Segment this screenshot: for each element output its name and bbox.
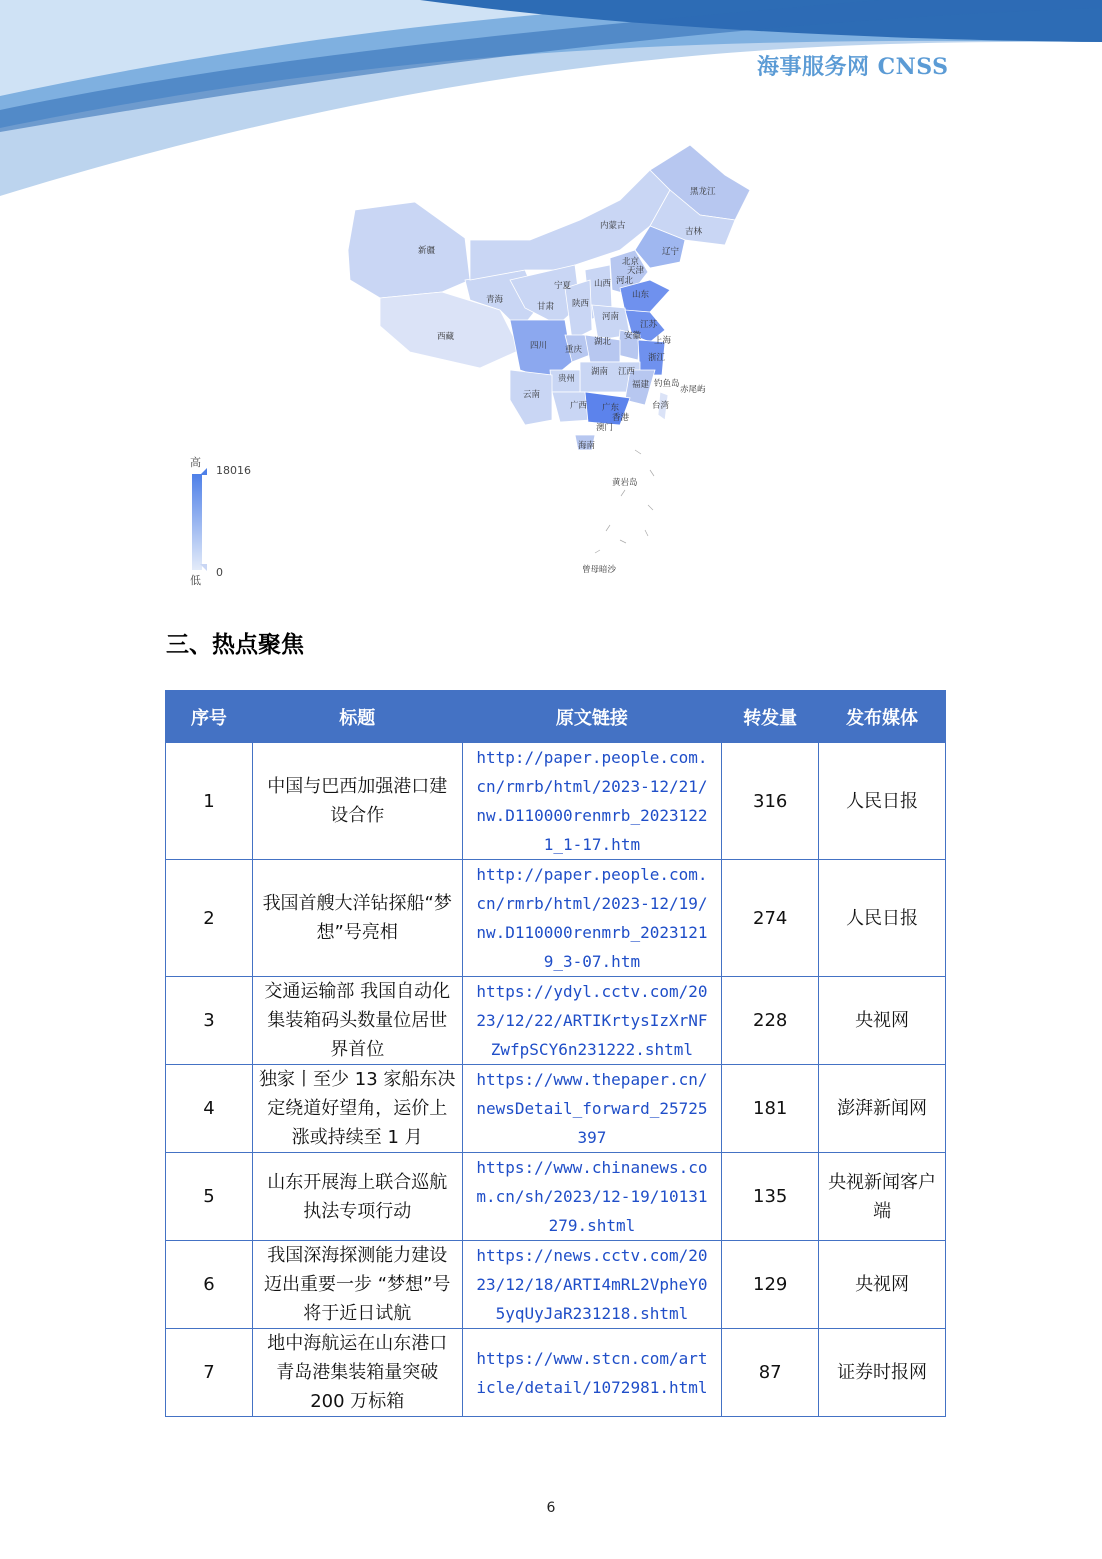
map-label-shandong: 山东 [632,290,650,300]
map-label-huangyandao: 黄岩岛 [612,478,638,488]
map-label-tianjin: 天津 [627,266,645,276]
map-legend [186,452,266,592]
cell-no: 7 [166,1329,253,1417]
cell-title: 我国深海探测能力建设迈出重要一步 “梦想”号将于近日试航 [252,1241,462,1329]
cell-no: 5 [166,1153,253,1241]
page-number: 6 [546,1500,556,1516]
map-label-anhui: 安徽 [624,331,642,341]
legend-low-label: 低 [190,574,201,587]
cell-count: 87 [722,1329,819,1417]
table-row [166,1329,946,1417]
cell-link[interactable]: https://www.thepaper.cn/newsDetail_forward_25725397 [462,1065,722,1153]
map-label-hubei: 湖北 [594,337,612,347]
table-row [166,1153,946,1241]
cell-media: 央视网 [819,977,946,1065]
header-no: 序号 [166,691,253,743]
header-title: 标题 [252,691,462,743]
cell-link[interactable]: https://www.chinanews.com.cn/sh/2023/12-19/10131279.shtml [462,1153,722,1241]
map-label-xinjiang: 新疆 [418,246,436,256]
region-xinjiang [348,202,470,298]
map-label-shaanxi: 陕西 [572,299,590,309]
cell-no: 2 [166,860,253,977]
china-heat-map [180,130,800,600]
cell-no: 6 [166,1241,253,1329]
map-label-chiweiyu: 赤尾屿 [680,385,706,395]
table-row [166,860,946,977]
legend-high-label: 高 [190,456,201,469]
section-title: 三、热点聚焦 [166,632,304,658]
map-label-guizhou: 贵州 [558,374,576,384]
legend-min-value: 0 [216,566,223,579]
table-row [166,977,946,1065]
cell-media: 人民日报 [819,743,946,860]
map-label-xianggang: 香港 [612,413,630,423]
map-label-ningxia: 宁夏 [554,281,572,291]
map-label-heilongjiang: 黑龙江 [690,187,716,197]
map-label-aomen: 澳门 [596,423,614,433]
cell-no: 4 [166,1065,253,1153]
cell-link[interactable]: https://news.cctv.com/2023/12/18/ARTI4mRL2VpheY05yqUyJaR231218.shtml [462,1241,722,1329]
cell-count: 316 [722,743,819,860]
cell-link[interactable]: https://www.stcn.com/article/detail/1072981.html [462,1329,722,1417]
cell-count: 274 [722,860,819,977]
cell-media: 央视网 [819,1241,946,1329]
map-label-zhejiang: 浙江 [648,353,666,363]
map-label-shanxi: 山西 [594,279,612,289]
cell-title: 独家丨至少 13 家船东决定绕道好望角，运价上涨或持续至 1 月 [252,1065,462,1153]
cell-title: 中国与巴西加强港口建设合作 [252,743,462,860]
cell-media: 人民日报 [819,860,946,977]
header-link: 原文链接 [462,691,722,743]
map-label-henan: 河南 [602,312,620,322]
table-row [166,1065,946,1153]
map-label-diaoyudao: 钓鱼岛 [654,379,680,389]
legend-max-value: 18016 [216,464,251,477]
cell-title: 交通运输部 我国自动化集装箱码头数量位居世界首位 [252,977,462,1065]
legend-gradient-bar [192,474,202,570]
cell-count: 129 [722,1241,819,1329]
map-label-hunan: 湖南 [591,367,609,377]
map-label-shanghai: 上海 [654,336,672,346]
cell-media: 澎湃新闻网 [819,1065,946,1153]
map-label-jilin: 吉林 [685,227,703,237]
cell-media: 央视新闻客户端 [819,1153,946,1241]
map-label-yunnan: 云南 [523,390,541,400]
table-row [166,1241,946,1329]
cell-title: 我国首艘大洋钻探船“梦想”号亮相 [252,860,462,977]
map-label-hainan: 海南 [578,441,596,451]
map-label-beijing: 北京 [622,257,640,267]
table-header-row [166,691,946,743]
cell-title: 山东开展海上联合巡航执法专项行动 [252,1153,462,1241]
header-count: 转发量 [722,691,819,743]
legend-handle-bottom[interactable] [200,564,207,571]
cell-count: 181 [722,1065,819,1153]
cell-link[interactable]: http://paper.people.com.cn/rmrb/html/2023-12/19/nw.D110000renmrb_20231219_3-07.htm [462,860,722,977]
map-label-guangdong: 广东 [602,403,620,413]
map-label-xizang: 西藏 [437,332,455,342]
cell-no: 1 [166,743,253,860]
cell-no: 3 [166,977,253,1065]
cell-link[interactable]: https://ydyl.cctv.com/2023/12/22/ARTIKrtysIzXrNFZwfpSCY6n231222.shtml [462,977,722,1065]
map-label-liaoning: 辽宁 [662,247,680,257]
map-label-hebei: 河北 [616,276,634,286]
cell-count: 228 [722,977,819,1065]
map-label-guangxi: 广西 [570,401,588,411]
map-label-zengmuansha: 曾母暗沙 [582,565,617,575]
cell-media: 证券时报网 [819,1329,946,1417]
map-label-sichuan: 四川 [530,341,548,351]
cell-count: 135 [722,1153,819,1241]
header-media: 发布媒体 [819,691,946,743]
south-china-sea-islands [595,450,654,553]
map-label-jiangxi: 江西 [618,367,636,377]
map-label-neimenggu: 内蒙古 [600,221,626,231]
hot-topics-table [165,690,946,1417]
map-svg [180,130,800,600]
table-row [166,743,946,860]
map-label-gansu: 甘肃 [537,302,555,312]
map-label-qinghai: 青海 [486,295,504,305]
map-label-fujian: 福建 [632,380,650,390]
map-label-jiangsu: 江苏 [640,320,658,330]
map-label-chongqing: 重庆 [565,345,583,355]
cell-title: 地中海航运在山东港口青岛港集装箱量突破 200 万标箱 [252,1329,462,1417]
brand-title: 海事服务网 CNSS [757,54,949,80]
map-label-taiwan: 台湾 [652,401,670,411]
cell-link[interactable]: http://paper.people.com.cn/rmrb/html/2023-12/21/nw.D110000renmrb_20231221_1-17.htm [462,743,722,860]
